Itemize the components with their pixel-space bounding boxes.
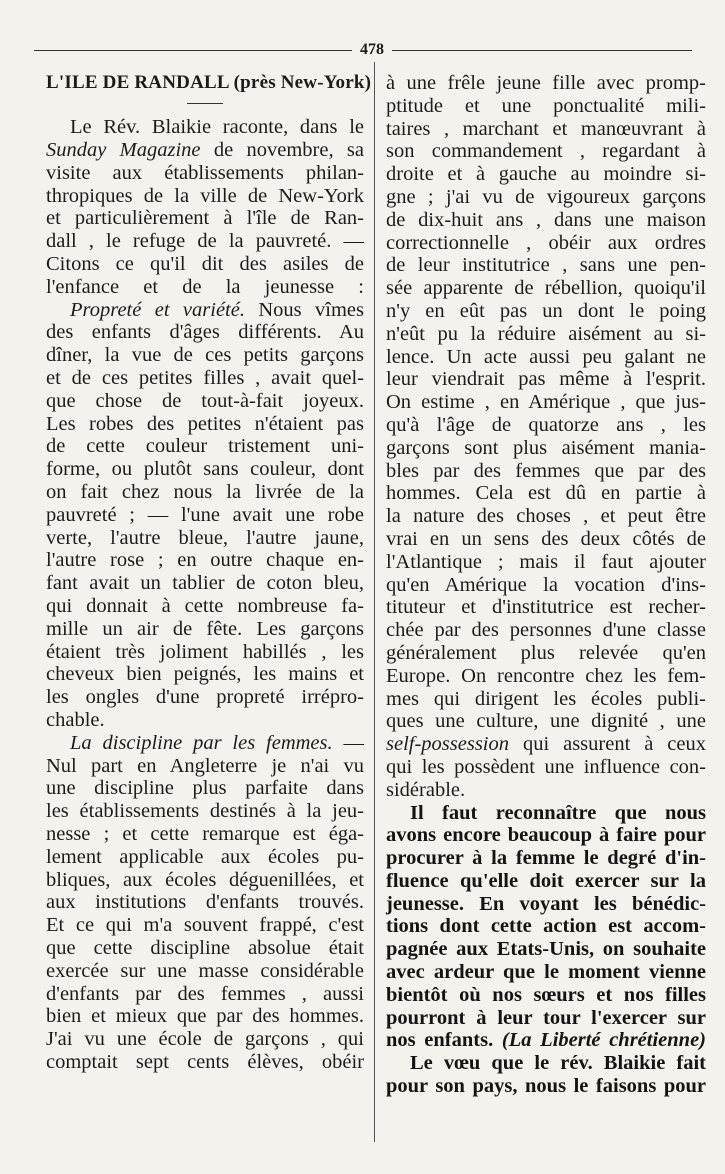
text-line: l'Atlantique ; mais il faut ajouter: [386, 550, 706, 573]
text-line: visite aux établissements philan-: [46, 161, 364, 184]
text-segment: qui assurent à ceux: [509, 733, 706, 756]
text-segment: nos enfants.: [386, 1029, 502, 1052]
text-line: n'eût pu la réduire aisément au si-: [386, 322, 706, 345]
text-line: que cette discipline absolue était: [46, 936, 364, 959]
text-line: comptait sept cents élèves, obéir: [46, 1050, 364, 1073]
text-line: de dix-huit ans , dans une maison: [386, 208, 706, 231]
text-segment: Nous vîmes: [244, 298, 364, 321]
text-line: avec ardeur que le moment vienne: [386, 961, 706, 984]
title-rule: [187, 103, 223, 105]
text-line: Nul part en Angleterre je n'ai vu: [46, 754, 364, 777]
text-line: nesse ; et cette remarque est éga-: [46, 823, 364, 845]
text-line: bien et mieux que par des hommes.: [46, 1005, 364, 1028]
italic-text: (La Liberté chrétienne): [501, 1029, 706, 1052]
text-line: gne ; j'ai vu de vigoureux garçons: [386, 185, 706, 208]
italic-text: self-possession: [386, 733, 509, 756]
text-line: vrai en un sens des deux côtés de: [386, 527, 706, 550]
text-line: taires , marchant et manœuvrant à: [386, 117, 706, 140]
page-number: 478: [360, 41, 384, 58]
text-line: forme, ou plutôt sans couleur, dont: [46, 458, 364, 481]
text-line: avons encore beaucoup à faire pour: [386, 824, 706, 847]
text-line: ptitude et une ponctualité mili-: [386, 94, 706, 117]
text-line: lement applicable aux écoles pu-: [46, 845, 364, 868]
text-line: fluence qu'elle doit exercer sur la: [386, 869, 706, 892]
text-line: mille un air de fête. Les garçons: [46, 617, 364, 640]
italic-text: Sunday Magazine: [46, 139, 201, 162]
text-line: procurer à la femme le degré d'in-: [386, 847, 706, 870]
text-line: exercée sur une masse considérable: [46, 959, 364, 982]
text-line: ques une culture, une dignité , une: [386, 710, 706, 733]
text-line: pagnée aux Etats-Unis, on souhaite: [386, 938, 706, 961]
text-line: correctionnelle , obéir aux ordres: [386, 231, 706, 254]
text-line: tions dont cette action est accom-: [386, 915, 706, 938]
text-line: mes qui dirigent les écoles publi-: [386, 687, 706, 710]
text-line: l'autre rose ; en outre chaque en-: [46, 549, 364, 572]
text-line: de leur institutrice , sans une pen-: [386, 254, 706, 277]
text-line: de cette couleur tristement uni-: [46, 435, 364, 458]
text-line: aux institutions d'enfants trouvés.: [46, 891, 364, 914]
text-line: hommes. Cela est dû en partie à: [386, 482, 706, 505]
text-line: [46, 732, 364, 755]
text-line: son commandement , regardant à: [386, 140, 706, 163]
text-line: à une frêle jeune fille avec promp-: [386, 72, 706, 94]
paragraph-proprete: [46, 299, 364, 732]
text-line: jeunesse. En voyant les bénédic-: [386, 892, 706, 915]
text-line: droite et à gauche au moindre si-: [386, 163, 706, 186]
text-line: généralement plus relevée qu'en: [386, 641, 706, 664]
text-line: Le Rév. Blaikie raconte, dans le: [70, 116, 364, 139]
text-line: dîner, la vue de ces petits garçons: [46, 344, 364, 367]
paragraph-reconnaitre: [386, 802, 706, 1053]
paragraph-voeu: [386, 1052, 706, 1098]
text-line: que chose de tout-à-fait joyeux.: [46, 389, 364, 412]
left-column: [46, 72, 372, 1074]
italic-text: Propreté et variété.: [70, 298, 245, 321]
text-line: sidérable.: [386, 778, 466, 801]
text-line: J'ai vu une école de garçons , qui: [46, 1028, 364, 1051]
text-line: On estime , en Amérique , que jus-: [386, 391, 706, 414]
text-line: bientôt où nos sœurs et nos filles: [386, 983, 706, 1006]
text-line: verte, l'autre bleue, l'autre jaune,: [46, 526, 364, 549]
text-line: Il faut reconnaître que nous: [410, 801, 706, 824]
text-segment: —: [332, 731, 364, 754]
article-title: L'ILE DE RANDALL (près New-York): [46, 72, 372, 93]
text-line: on fait chez nous la livrée de la: [46, 481, 364, 504]
header-rule-right: [392, 50, 692, 51]
text-line: Le vœu que le rév. Blaikie fait: [410, 1052, 706, 1075]
text-line: Et ce qui m'a souvent frappé, c'est: [46, 914, 364, 937]
text-line: la nature des choses , et peut être: [386, 505, 706, 528]
header-rule-left: [34, 50, 352, 51]
text-line: étaient très joliment habillés , les: [46, 640, 364, 663]
text-line: et de ces petites filles , avait quel-: [46, 367, 364, 390]
text-line: qui donnait à cette nombreuse fa-: [46, 595, 364, 618]
text-line: thropiques de la ville de New-York: [46, 184, 364, 207]
text-line: bles par des femmes que par des: [386, 459, 706, 482]
text-line: les établissements destinés à la jeu-: [46, 800, 364, 823]
text-line: qu'en Amérique la vocation d'ins-: [386, 573, 706, 596]
text-line: n'y en eût pas un dont le poing: [386, 299, 706, 322]
text-line: [386, 1029, 706, 1052]
text-line: des enfants d'âges différents. Au: [46, 321, 364, 344]
text-line: qu'à l'âge de quatorze ans , les: [386, 413, 706, 436]
text-line: leur viendrait pas même à l'esprit.: [386, 368, 706, 391]
text-line: garçons sont plus aisément mania-: [386, 436, 706, 459]
text-line: [46, 299, 364, 322]
text-line: pour son pays, nous le faisons pour: [386, 1075, 706, 1098]
text-line: sée apparente de rébellion, quoiqu'il: [386, 277, 706, 300]
text-line: dall , le refuge de la pauvreté. —: [46, 230, 364, 253]
paragraph-discipline: [46, 732, 364, 1074]
text-line: lence. Un acte aussi peu galant ne: [386, 345, 706, 368]
text-line: Les robes des petites n'étaient pas: [46, 412, 364, 435]
text-line: chable.: [46, 709, 105, 732]
text-line: les ongles d'une propreté irrépro-: [46, 686, 364, 709]
text-line: cheveux bien peignés, les mains et: [46, 663, 364, 686]
text-line: fant avait un tablier de coton bleu,: [46, 572, 364, 595]
text-line: qui les possèdent une influence con-: [386, 755, 706, 778]
text-line: et particulièrement à l'île de Ran-: [46, 207, 364, 230]
text-line: [386, 733, 706, 756]
text-line: d'enfants par des femmes , aussi: [46, 982, 364, 1005]
text-line: pourront à leur tour l'exercer sur: [386, 1006, 706, 1029]
text-line: chée par des personnes d'une classe: [386, 619, 706, 642]
paragraph-intro: [46, 116, 364, 298]
paragraph-continuation: [386, 72, 706, 802]
text-line: tituteur et d'institutrice est recher-: [386, 596, 706, 619]
text-line: une discipline plus parfaite dans: [46, 777, 364, 800]
right-column: [386, 72, 706, 1098]
column-divider: [374, 62, 375, 1142]
text-segment: de novembre, sa: [200, 139, 364, 162]
text-line: pauvreté ; — l'une avait une robe: [46, 503, 364, 526]
italic-text: La discipline par les femmes.: [70, 731, 333, 754]
text-line: [46, 139, 364, 162]
text-line: bliques, aux écoles déguenillées, et: [46, 868, 364, 891]
text-line: Europe. On rencontre chez les fem-: [386, 664, 706, 687]
text-line: Citons ce qu'il dit des asiles de: [46, 253, 364, 276]
text-line: l'enfance et de la jeunesse :: [46, 275, 364, 298]
